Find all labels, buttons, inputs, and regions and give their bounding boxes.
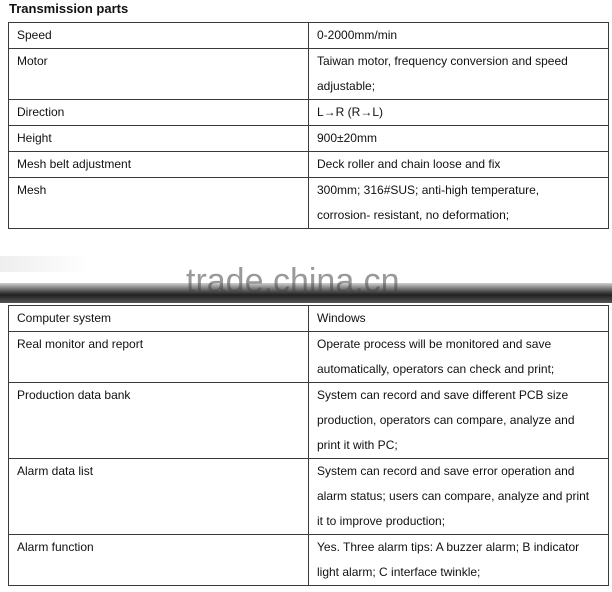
faint-strip <box>0 256 90 272</box>
spec-key: Height <box>9 126 309 152</box>
spec-key: Mesh belt adjustment <box>9 152 309 178</box>
section-title: Transmission parts <box>9 1 129 16</box>
table-row <box>9 332 609 383</box>
spec-key: Production data bank <box>9 383 309 459</box>
table-row <box>9 383 609 459</box>
spec-value: Operate process will be monitored and save automatically, operators can check and print; <box>309 332 609 383</box>
spec-key: Direction <box>9 100 309 126</box>
spec-value: Deck roller and chain loose and fix <box>309 152 609 178</box>
section-divider-bar <box>0 283 612 303</box>
table-row <box>9 178 609 229</box>
table-row <box>9 306 609 332</box>
table-row <box>9 126 609 152</box>
spec-key: Computer system <box>9 306 309 332</box>
table-row <box>9 49 609 100</box>
computer-system-table <box>8 305 609 586</box>
spec-key: Speed <box>9 23 309 49</box>
spec-value: Windows <box>309 306 609 332</box>
spec-key: Real monitor and report <box>9 332 309 383</box>
spec-value: 900±20mm <box>309 126 609 152</box>
spec-value: Taiwan motor, frequency conversion and speed adjustable; <box>309 49 609 100</box>
spec-key: Mesh <box>9 178 309 229</box>
table-row <box>9 535 609 586</box>
spec-value: 0-2000mm/min <box>309 23 609 49</box>
spec-value: L→R (R→L) <box>309 100 609 126</box>
spec-value: System can record and save error operation and alarm status; users can compare, analyze and print it to improve production; <box>309 459 609 535</box>
spec-key: Motor <box>9 49 309 100</box>
spec-value: System can record and save different PCB size production, operators can compare, analyze and print it with PC; <box>309 383 609 459</box>
spec-key: Alarm data list <box>9 459 309 535</box>
spec-key: Alarm function <box>9 535 309 586</box>
transmission-parts-table <box>8 22 609 229</box>
spec-value: 300mm; 316#SUS; anti-high temperature, corrosion- resistant, no deformation; <box>309 178 609 229</box>
table-row <box>9 100 609 126</box>
watermark: trade.china.cn <box>186 262 400 300</box>
table-row <box>9 459 609 535</box>
table-row <box>9 152 609 178</box>
table-row <box>9 23 609 49</box>
spec-value: Yes. Three alarm tips: A buzzer alarm; B indicator light alarm; C interface twinkle; <box>309 535 609 586</box>
